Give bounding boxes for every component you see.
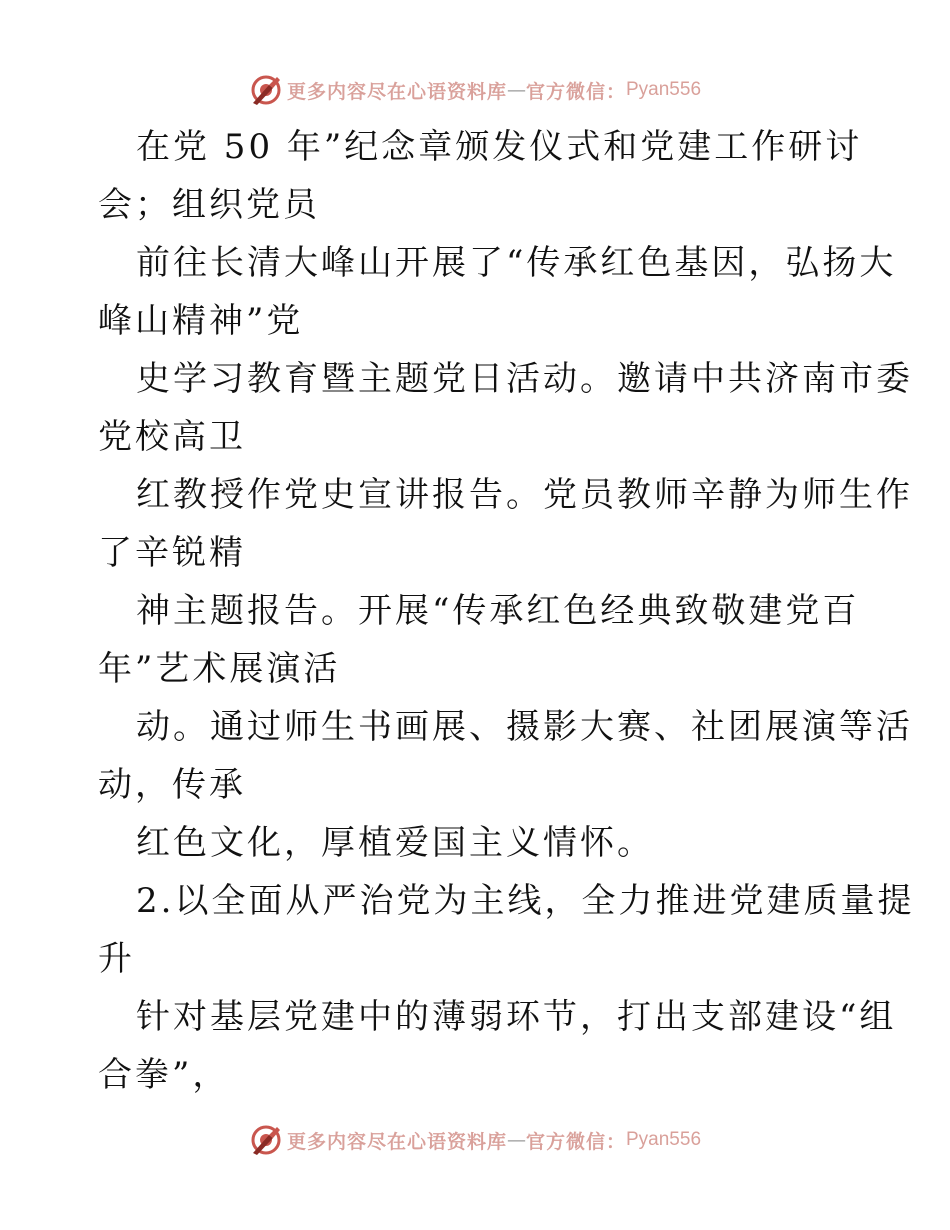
watermark-wechat-handle: Pyan556: [626, 1129, 702, 1150]
watermark-wechat-handle: Pyan556: [626, 79, 702, 100]
text-line: 党校高卫: [98, 417, 246, 457]
watermark-separator: —: [506, 1129, 526, 1151]
text-line: 升: [98, 939, 135, 979]
watermark-wechat-label: 官方微信：: [525, 80, 626, 103]
header-watermark: [0, 70, 950, 110]
watermark-brand: 更多内容尽在心语资料库: [286, 1130, 507, 1153]
text-line: 动。通过师生书画展、摄影大赛、社团展演等活: [136, 707, 913, 747]
text-line: 前往长清大峰山开展了“传承红色基因，弘扬大: [136, 243, 897, 283]
pen-logo-icon: [249, 73, 283, 107]
text-line: 动，传承: [98, 765, 246, 805]
watermark-wechat-label: 官方微信：: [525, 1130, 626, 1153]
text-line: 合拳”，: [98, 1055, 230, 1095]
text-line: 针对基层党建中的薄弱环节，打出支部建设“组: [136, 997, 897, 1037]
text-line: 年”艺术展演活: [98, 649, 341, 689]
text-line: 红教授作党史宣讲报告。党员教师辛静为师生作: [136, 475, 913, 515]
text-line: 红色文化，厚植爱国主义情怀。: [136, 823, 654, 863]
pen-logo-icon: [249, 1123, 283, 1157]
watermark-separator: —: [506, 79, 526, 101]
text-line: 峰山精神”党: [98, 301, 304, 341]
text-line: 2.以全面从严治党为主线，全力推进党建质量提: [136, 881, 915, 921]
text-line: 会；组织党员: [98, 185, 320, 225]
text-line: 神主题报告。开展“传承红色经典致敬建党百: [136, 591, 860, 631]
text-line: 了辛锐精: [98, 533, 246, 573]
watermark-brand: 更多内容尽在心语资料库: [286, 80, 507, 103]
footer-watermark: [0, 1120, 950, 1160]
text-line: 史学习教育暨主题党日活动。邀请中共济南市委: [136, 359, 913, 399]
text-line: 在党 50 年”纪念章颁发仪式和党建工作研讨: [136, 127, 863, 167]
